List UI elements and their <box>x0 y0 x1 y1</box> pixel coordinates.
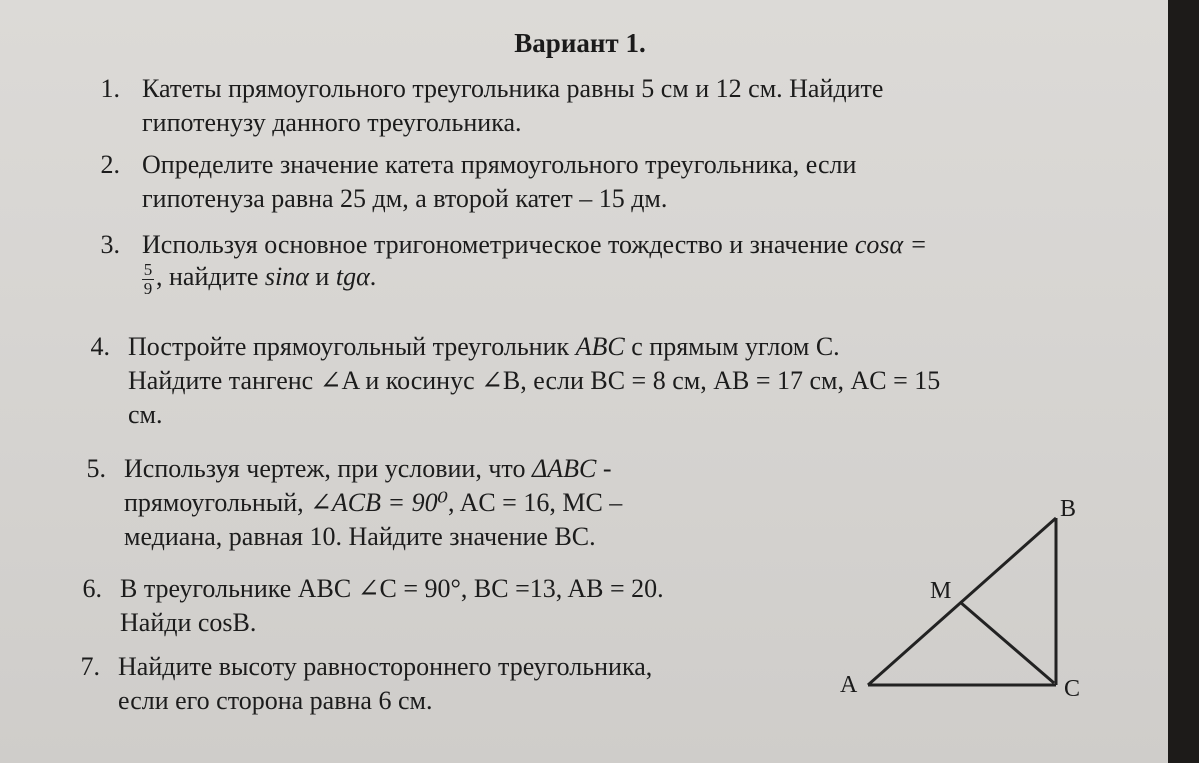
task-line-text: Используя основное тригонометрическое тождество и значение <box>142 230 855 259</box>
variant-title: Вариант 1. <box>514 28 646 58</box>
task-text <box>128 330 940 432</box>
task-line <box>124 486 622 520</box>
task-number: 2. <box>100 150 120 179</box>
task-line: если его сторона равна 6 см. <box>118 686 433 715</box>
task-line-text: , найдите <box>156 262 265 291</box>
task-line: В треугольнике ABC ∠C = 90°, BC =13, AB = 20. <box>120 574 664 603</box>
task-line-text: с прямым углом С. <box>624 332 840 361</box>
task-line <box>142 260 927 298</box>
vertex-label-m: M <box>930 578 952 604</box>
task-number: 6. <box>82 574 102 603</box>
task-line: Найди cosB. <box>120 608 257 637</box>
triangle-name: ABC <box>575 332 625 361</box>
task-line: см. <box>128 400 163 429</box>
task-line <box>124 452 622 486</box>
median-mc <box>960 602 1054 683</box>
task-text <box>124 452 622 554</box>
task-line-text: Используя чертеж, при условии, что <box>124 454 532 483</box>
task-line: Определите значение катета прямоугольного треугольника, если <box>142 150 857 179</box>
vertex-label-c: C <box>1064 676 1081 702</box>
cos-expression: cosα = <box>854 230 928 259</box>
page-edge-shadow <box>1168 0 1199 763</box>
task-number: 5. <box>86 454 106 483</box>
task-line: гипотенузу данного треугольника. <box>142 108 522 137</box>
task-text <box>118 650 652 718</box>
task-line-text: , AC = 16, MC – <box>448 488 623 517</box>
task-line: гипотенуза равна 25 дм, а второй катет – 15 дм. <box>142 184 668 213</box>
task-text <box>142 72 883 140</box>
task-number: 7. <box>80 652 100 681</box>
task-line-text: прямоугольный, <box>124 488 311 517</box>
task-line <box>142 228 927 262</box>
task-number: 1. <box>100 74 120 103</box>
sin-expression: sinα <box>264 262 309 291</box>
task-line: Найдите тангенс ∠A и косинус ∠B, если BC = 8 см, AB = 17 см, AC = 15 <box>128 366 941 395</box>
angle-expression: ∠ACB = 90⁰ <box>310 488 448 517</box>
task-text <box>120 572 664 640</box>
tg-expression: tgα <box>335 262 370 291</box>
task-text <box>142 148 856 216</box>
fraction-numerator: 5 <box>143 259 153 279</box>
triangle-figure <box>820 480 1120 720</box>
task-line: Найдите высоту равностороннего треугольника, <box>118 652 653 681</box>
task-number: 3. <box>100 230 120 259</box>
task-line-text: - <box>596 454 612 483</box>
task-line-text: . <box>369 262 377 291</box>
task-line <box>128 330 940 364</box>
task-number: 4. <box>90 332 110 361</box>
fraction <box>142 261 154 298</box>
task-line-text: Постройте прямоугольный треугольник <box>128 332 576 361</box>
triangle-name: ΔABC <box>531 454 597 483</box>
vertex-label-a: A <box>840 672 858 698</box>
fraction-denominator: 9 <box>143 278 153 298</box>
task-line: медиана, равная 10. Найдите значение BC. <box>124 522 596 551</box>
vertex-label-b: B <box>1060 496 1077 522</box>
task-text <box>142 228 927 298</box>
task-line-text: и <box>308 262 336 291</box>
task-line: Катеты прямоугольного треугольника равны 5 см и 12 см. Найдите <box>142 74 884 103</box>
